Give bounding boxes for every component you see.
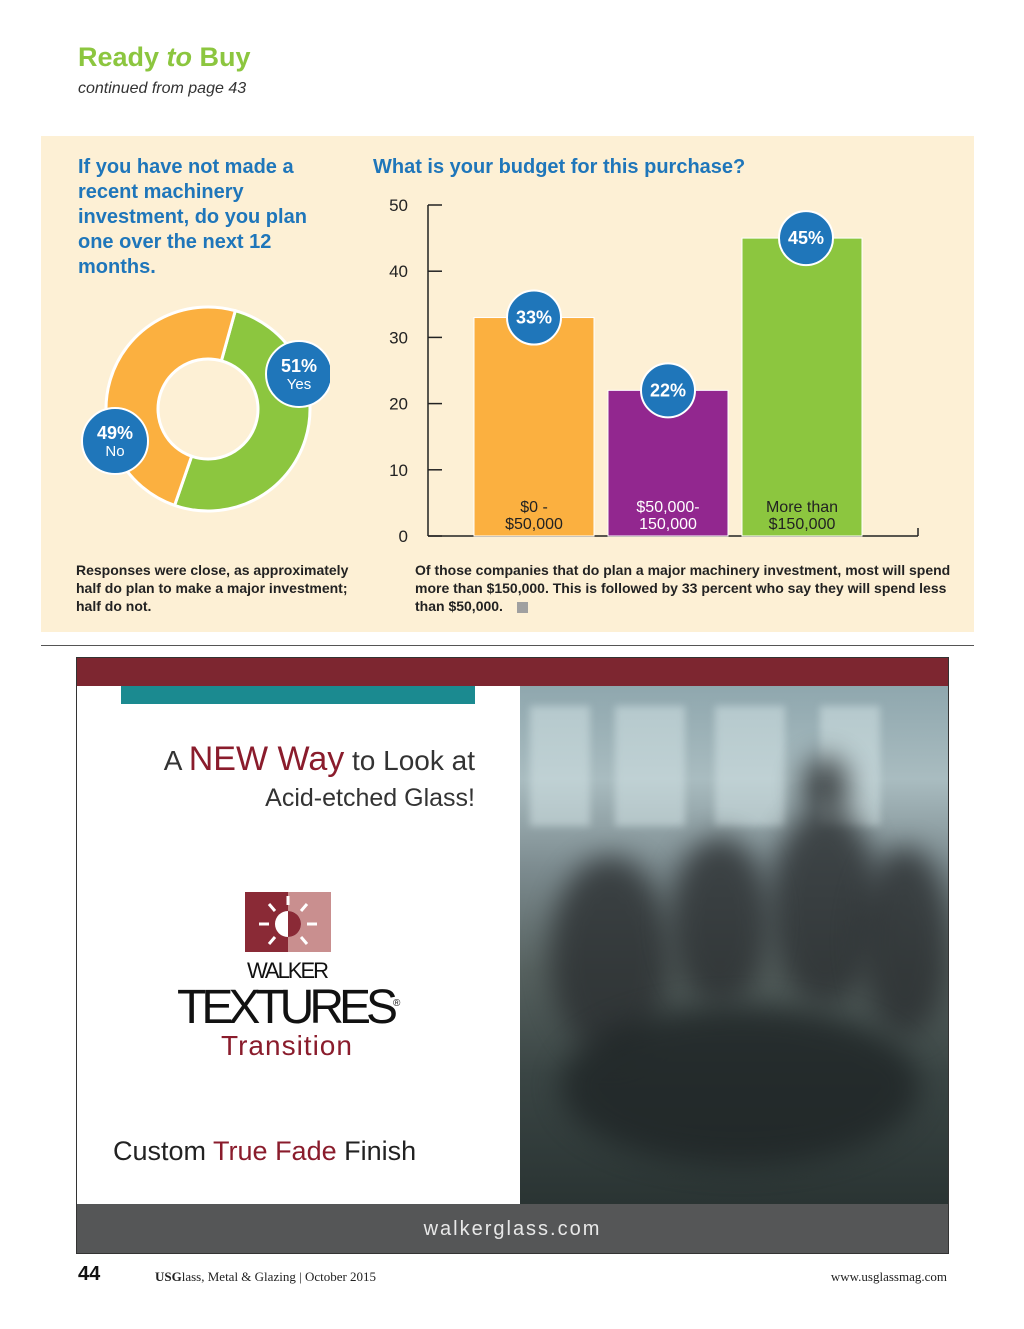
ad-headline-line2: Acid-etched Glass!: [265, 784, 475, 812]
y-tick-label-50: 50: [389, 196, 408, 215]
registered-mark: ®: [393, 998, 401, 1009]
headline-part: A: [163, 745, 189, 776]
section-divider: [41, 645, 974, 646]
tagline-part: Custom: [113, 1136, 214, 1166]
bar-caption-text: Of those companies that do plan a major machinery investment, most will spend more than $150,000. This is followed by 33 percent who say they will spend less than $50,000.: [415, 562, 951, 614]
logo-walker-text: WALKER: [246, 958, 328, 983]
donut-badge-yes-label: Yes: [286, 376, 312, 393]
bar-caption: [415, 561, 955, 615]
logo-transition-text: Transition: [221, 1030, 353, 1061]
ad-top-bar: [77, 658, 948, 686]
logo-textures-word: TEXTURES: [177, 981, 394, 1034]
bar-category-label-2: $150,000: [768, 516, 836, 533]
issue-date: October 2015: [304, 1269, 377, 1284]
advertisement[interactable]: [76, 657, 949, 1254]
tagline-highlight: True Fade: [213, 1136, 337, 1166]
logo-textures-text: [177, 980, 401, 1035]
bar-category-label-1: 150,000: [639, 516, 697, 533]
title-part: Ready: [78, 42, 167, 72]
title-part-italic: to: [166, 42, 193, 72]
donut-badge-yes-value: 51%: [280, 356, 318, 376]
bar-category-label-0: $0 -: [520, 499, 548, 516]
bar-category-label-0: $50,000: [505, 516, 563, 533]
bar-category-label-1: $50,000-: [636, 499, 700, 516]
end-mark-icon: [517, 602, 528, 613]
donut-badge-no-label: No: [105, 443, 125, 460]
footer-url[interactable]: www.usglassmag.com: [830, 1269, 947, 1284]
bar-2: [742, 238, 862, 536]
walker-sun-logo-icon: [245, 892, 331, 952]
headline-part: to Look at: [344, 745, 475, 776]
ad-frosted-photo: [520, 686, 948, 1204]
question-budget: What is your budget for this purchase?: [373, 156, 746, 178]
bar-value-badge-2-value: 45%: [787, 228, 825, 249]
donut-badge-no-value: 49%: [96, 423, 134, 443]
bar-value-badge-0: [507, 291, 561, 345]
y-tick-label-10: 10: [389, 460, 408, 480]
question-machinery-plan: If you have not made a recent machinery investment, do you plan one over the next 12 months.: [78, 156, 307, 278]
headline-highlight: NEW Way: [188, 740, 345, 778]
magazine-name-bold: USG: [155, 1269, 182, 1284]
bar-category-label-2: More than: [765, 499, 839, 516]
page-number: 44: [78, 1263, 101, 1285]
y-tick-label-40: 40: [389, 262, 408, 282]
footer-magazine: [155, 1269, 376, 1285]
page-title: [78, 42, 251, 73]
donut-badge-no: [82, 408, 148, 474]
bar-value-badge-1-value: 22%: [649, 380, 687, 401]
bar-value-badge-0-value: 33%: [515, 307, 553, 328]
ad-url-link[interactable]: walkerglass.com: [423, 1218, 602, 1240]
footer-separator: |: [299, 1269, 302, 1284]
ad-headline: [121, 740, 475, 779]
tagline-part: Finish: [336, 1136, 417, 1166]
donut-chart: [70, 305, 330, 520]
ad-teal-bar: [121, 686, 475, 704]
y-tick-label-0: 0: [398, 527, 408, 546]
title-part: Buy: [192, 42, 251, 72]
bar-chart: [370, 190, 940, 555]
donut-badge-yes: [266, 341, 330, 407]
bar-value-badge-2: [779, 211, 833, 265]
ad-tagline: [113, 1136, 503, 1167]
magazine-name-rest: lass, Metal & Glazing: [181, 1269, 296, 1284]
donut-caption: Responses were close, as approximately half do plan to make a major investment; half do not.: [76, 562, 349, 614]
page-subtitle: continued from page 43: [78, 80, 247, 97]
bar-value-badge-1: [641, 363, 695, 417]
y-tick-label-20: 20: [389, 394, 408, 414]
y-tick-label-30: 30: [389, 328, 408, 348]
